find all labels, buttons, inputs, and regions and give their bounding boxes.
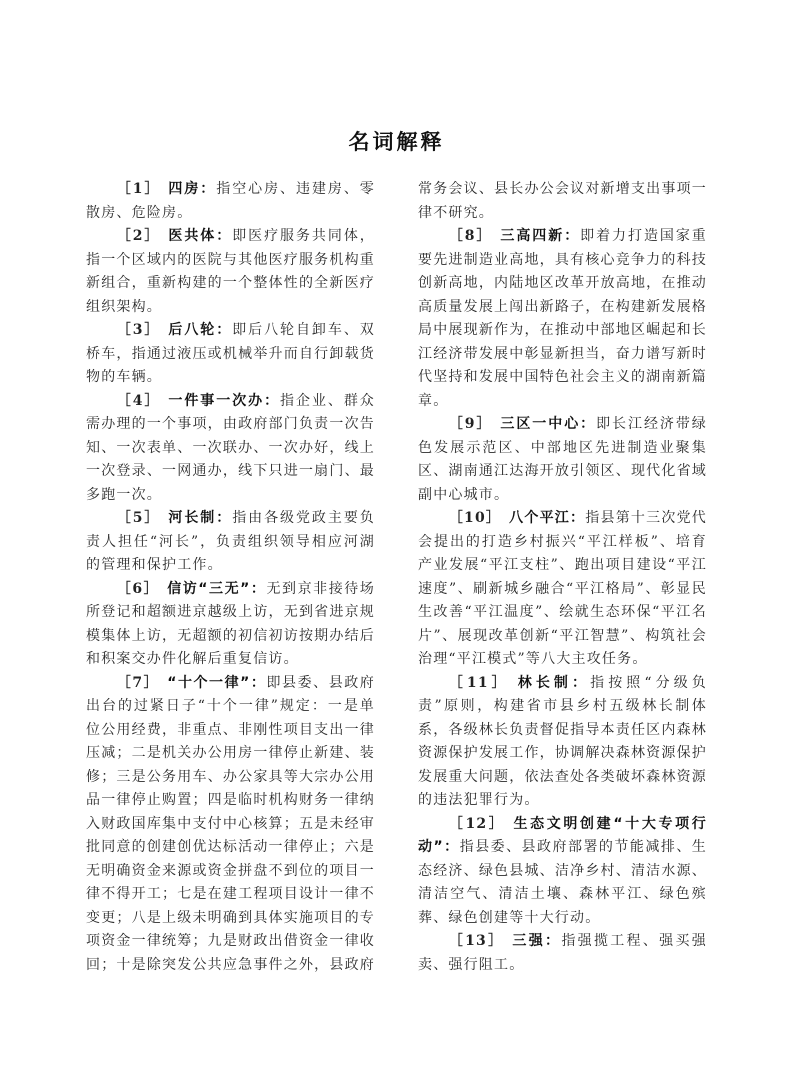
item-definition: 无到京非接待场所登记和超额进京越级上访，无到省进京规模集体上访，无超额的初信初访按期办结后和积案交办件化解后重复信访。 xyxy=(86,580,375,667)
glossary-item xyxy=(86,225,375,319)
glossary-item xyxy=(418,225,707,413)
glossary-item xyxy=(86,319,375,390)
item-number: ［13］ xyxy=(448,933,505,949)
item-definition: 指按照“分级负责”原则，构建省市县乡村五级林长制体系，各级林长负责督促指导本责任区内森林资源保护发展工作，协调解决森林资源保护发展重大问题，依法查处各类破坏森林资源的违法犯罪行为。 xyxy=(418,674,707,808)
item-number: ［2］ xyxy=(116,228,161,244)
item-term: 生态文明创建“十大专项行动”： xyxy=(418,815,707,855)
glossary-item xyxy=(418,930,707,977)
item-number: ［6］ xyxy=(116,580,160,597)
glossary-item xyxy=(418,672,707,813)
glossary-item xyxy=(418,413,707,507)
item-term: 林长制： xyxy=(517,674,591,691)
item-definition: 即医疗服务共同体，指一个区域内的医院与其他医疗服务机构重新组合，重新构建的一个整体性的全新医疗组织架构。 xyxy=(86,228,375,315)
item-term: 医共体： xyxy=(168,228,233,244)
item-number: ［7］ xyxy=(116,674,160,691)
item-definition: 指强揽工程、强买强卖、强行阻工。 xyxy=(418,933,707,973)
item-number: ［11］ xyxy=(448,674,510,691)
item-term: 三高四新： xyxy=(500,228,581,244)
item-definition: 即着力打造国家重要先进制造业高地，具有核心竞争力的科技创新高地，内陆地区改革开放高地，在推动高质量发展上闯出新路子，在构建新发展格局中展现新作为，在推动中部地区崛起和长江经济带发展中彰显新担当，奋力谱写新时代坚持和发展中国特色社会主义的湖南新篇章。 xyxy=(418,228,707,409)
item-number: ［8］ xyxy=(448,228,493,244)
item-definition: 指县第十三次党代会提出的打造乡村振兴“平江样板”、培育产业发展“平江支柱”、跑出项目建设“平江速度”、刷新城乡融合“平江格局”、彰显民生改善“平江温度”、绘就生态环保“平江名片”、展现改革创新“平江智慧”、构筑社会治理“平江模式”等八大主攻任务。 xyxy=(418,510,707,667)
item-number: ［9］ xyxy=(448,416,493,432)
glossary-item xyxy=(86,578,375,672)
page-title: 名词解释 xyxy=(348,130,445,154)
glossary-item xyxy=(86,507,375,578)
item-term: “十个一律”： xyxy=(167,674,267,691)
item-term: 三区一中心： xyxy=(500,416,597,432)
item-term: 三强： xyxy=(512,933,562,949)
item-definition: 指空心房、违建房、零散房、危险房。 xyxy=(86,181,375,221)
item-definition: 即县委、县政府出台的过紧日子“十个一律”规定：一是单位公用经费，非重点、非刚性项目支出一律压减；二是机关办公用房一律停止新建、装修；三是公务用车、办公家具等大宗办公用品一律停止购置；四是临时机构财务一律纳入财政国库集中支付中心核算；五是未经审批同意的创建创优达标活动一律停止；六是无明确资金来源或资金拼盘不到位的项目一律不得开工；七是在建工程项目设计一律不变更；八是上级未明确到具体实施项目的专项资金一律统筹；九是财政出借资金一律收回；十是除突发公共应急事件之外，县政府常务会议、县长办公会议对新增支出事项一律不研究。 xyxy=(86,181,707,973)
glossary-item xyxy=(86,178,375,225)
item-number: ［4］ xyxy=(116,392,161,409)
item-term: 信访“三无”： xyxy=(167,580,267,597)
item-number: ［3］ xyxy=(116,322,161,338)
item-term: 八个平江： xyxy=(509,510,586,526)
item-term: 后八轮： xyxy=(168,322,233,338)
glossary-item xyxy=(86,390,375,508)
item-term: 一件事一次办： xyxy=(168,392,281,409)
item-number: ［1］ xyxy=(116,181,161,197)
item-number: ［5］ xyxy=(116,510,161,526)
item-definition: 指由各级党政主要负责人担任“河长”，负责组织领导相应河湖的管理和保护工作。 xyxy=(86,510,375,573)
item-term: 四房： xyxy=(168,181,217,197)
glossary-item xyxy=(418,813,707,931)
item-definition: 指县委、县政府部署的节能减排、生态经济、绿色县城、洁净乡村、清洁水源、清洁空气、清洁土壤、森林平江、绿色殡葬、绿色创建等十大行动。 xyxy=(418,839,707,926)
glossary-item xyxy=(418,507,707,672)
item-definition: 即后八轮自卸车、双桥车，指通过液压或机械举升而自行卸载货物的车辆。 xyxy=(86,322,375,385)
item-definition: 即长江经济带绿色发展示范区、中部地区先进制造业聚集区、湖南通江达海开放引领区、现代化省域副中心城市。 xyxy=(418,416,707,503)
item-term: 河长制： xyxy=(168,510,233,526)
item-definition: 指企业、群众需办理的一个事项，由政府部门负责一次告知、一次表单、一次联办、一次办好，线上一次登录、一网通办，线下只进一扇门、最多跑一次。 xyxy=(86,392,375,503)
item-number: ［12］ xyxy=(448,815,506,832)
item-number: ［10］ xyxy=(448,510,502,526)
glossary-list xyxy=(86,178,707,1001)
